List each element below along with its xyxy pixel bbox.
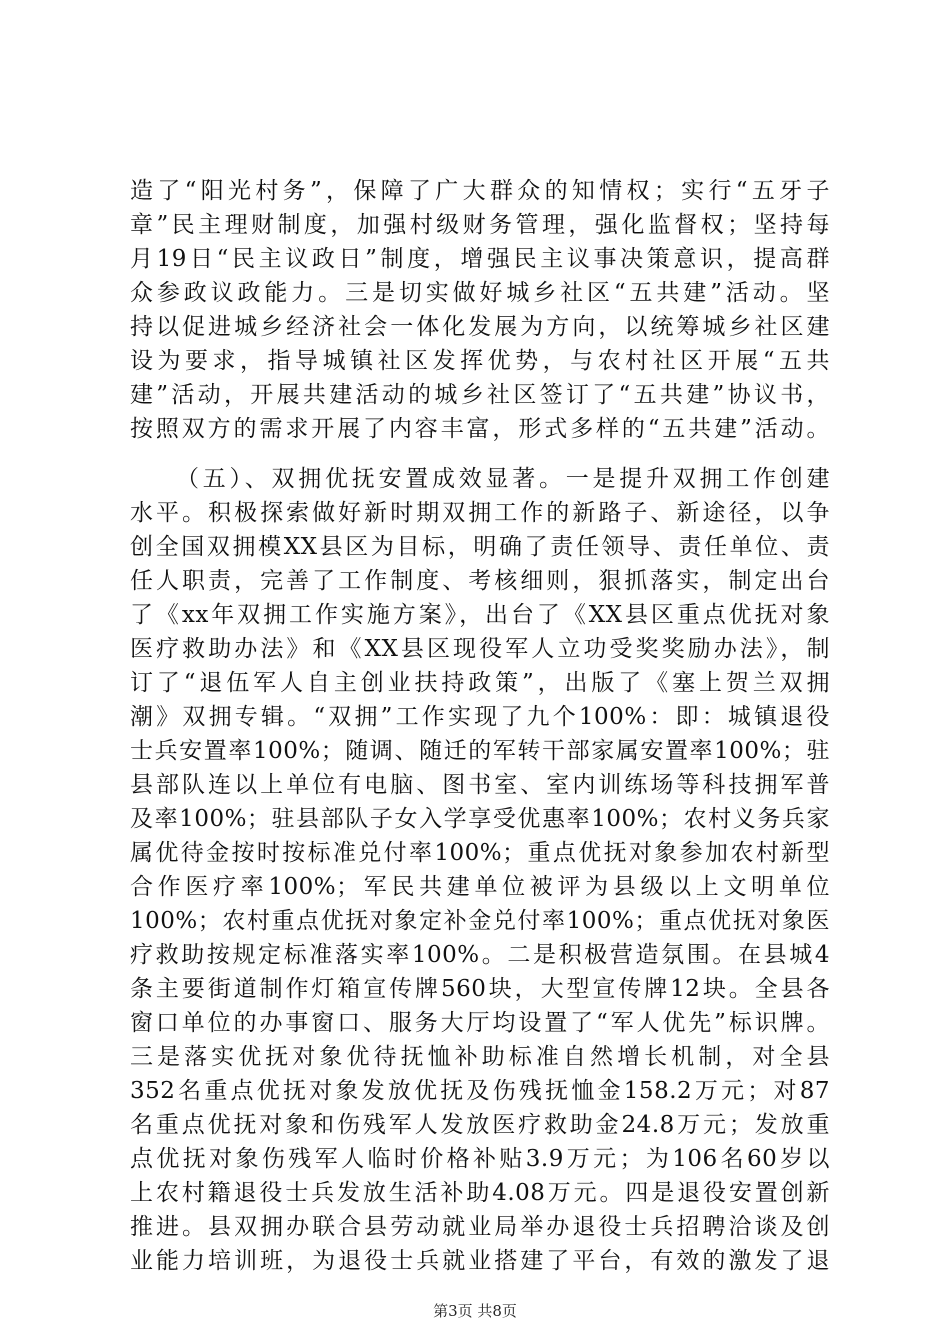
- text-line: 订了“退伍军人自主创业扶持政策”，出版了《塞上贺兰双拥: [130, 670, 830, 696]
- text-line: 持以促进城乡经济社会一体化发展为方向，以统筹城乡社区建: [130, 314, 830, 340]
- text-line: 上农村籍退役士兵发放生活补助4.08万元。四是退役安置创新: [130, 1180, 830, 1206]
- page-number-footer: 第3页 共8页: [433, 1302, 517, 1320]
- text-line: 了《xx年双拥工作实施方案》，出台了《XX县区重点优抚对象: [130, 602, 830, 628]
- text-line: 造了“阳光村务”，保障了广大群众的知情权；实行“五牙子: [130, 178, 830, 204]
- text-line: 及率100%；驻县部队子女入学享受优惠率100%；农村义务兵家: [130, 806, 830, 832]
- text-line: 县部队连以上单位有电脑、图书室、室内训练场等科技拥军普: [130, 772, 830, 798]
- text-line: 窗口单位的办事窗口、服务大厅均设置了“军人优先”标识牌。: [130, 1010, 830, 1036]
- text-line: 医疗救助办法》和《XX县区现役军人立功受奖奖励办法》，制: [130, 636, 830, 662]
- text-line: 月19日“民主议政日”制度，增强民主议事决策意识，提高群: [130, 246, 830, 272]
- text-line: 条主要街道制作灯箱宣传牌560块，大型宣传牌12块。全县各: [130, 976, 830, 1002]
- text-line: 士兵安置率100%；随调、随迁的军转干部家属安置率100%；驻: [130, 738, 830, 764]
- text-line: 合作医疗率100%；军民共建单位被评为县级以上文明单位: [130, 874, 830, 900]
- text-line: 352名重点优抚对象发放优抚及伤残抚恤金158.2万元；对87: [130, 1078, 830, 1104]
- text-line: 三是落实优抚对象优待抚恤补助标准自然增长机制，对全县: [130, 1044, 830, 1070]
- text-line: 按照双方的需求开展了内容丰富，形式多样的“五共建”活动。: [130, 416, 830, 442]
- text-line: 设为要求，指导城镇社区发挥优势，与农村社区开展“五共: [130, 348, 830, 374]
- text-line: （五）、双拥优抚安置成效显著。一是提升双拥工作创建: [176, 466, 830, 492]
- text-line: 100%；农村重点优抚对象定补金兑付率100%；重点优抚对象医: [130, 908, 830, 934]
- text-line: 点优抚对象伤残军人临时价格补贴3.9万元；为106名60岁以: [130, 1146, 830, 1172]
- text-line: 疗救助按规定标准落实率100%。二是积极营造氛围。在县城4: [130, 942, 830, 968]
- text-line: 众参政议政能力。三是切实做好城乡社区“五共建”活动。坚: [130, 280, 830, 306]
- text-line: 推进。县双拥办联合县劳动就业局举办退役士兵招聘洽谈及创: [130, 1214, 830, 1240]
- text-line: 名重点优抚对象和伤残军人发放医疗救助金24.8万元；发放重: [130, 1112, 830, 1138]
- text-line: 创全国双拥模XX县区为目标，明确了责任领导、责任单位、责: [130, 534, 830, 560]
- text-line: 任人职责，完善了工作制度、考核细则，狠抓落实，制定出台: [130, 568, 830, 594]
- text-line: 章”民主理财制度，加强村级财务管理，强化监督权；坚持每: [130, 212, 830, 238]
- text-line: 建”活动，开展共建活动的城乡社区签订了“五共建”协议书，: [130, 382, 830, 408]
- text-line: 水平。积极探索做好新时期双拥工作的新路子、新途径，以争: [130, 500, 830, 526]
- text-line: 属优待金按时按标准兑付率100%；重点优抚对象参加农村新型: [130, 840, 830, 866]
- text-line: 业能力培训班，为退役士兵就业搭建了平台，有效的激发了退: [130, 1248, 830, 1274]
- text-line: 潮》双拥专辑。“双拥”工作实现了九个100%：即：城镇退役: [130, 704, 830, 730]
